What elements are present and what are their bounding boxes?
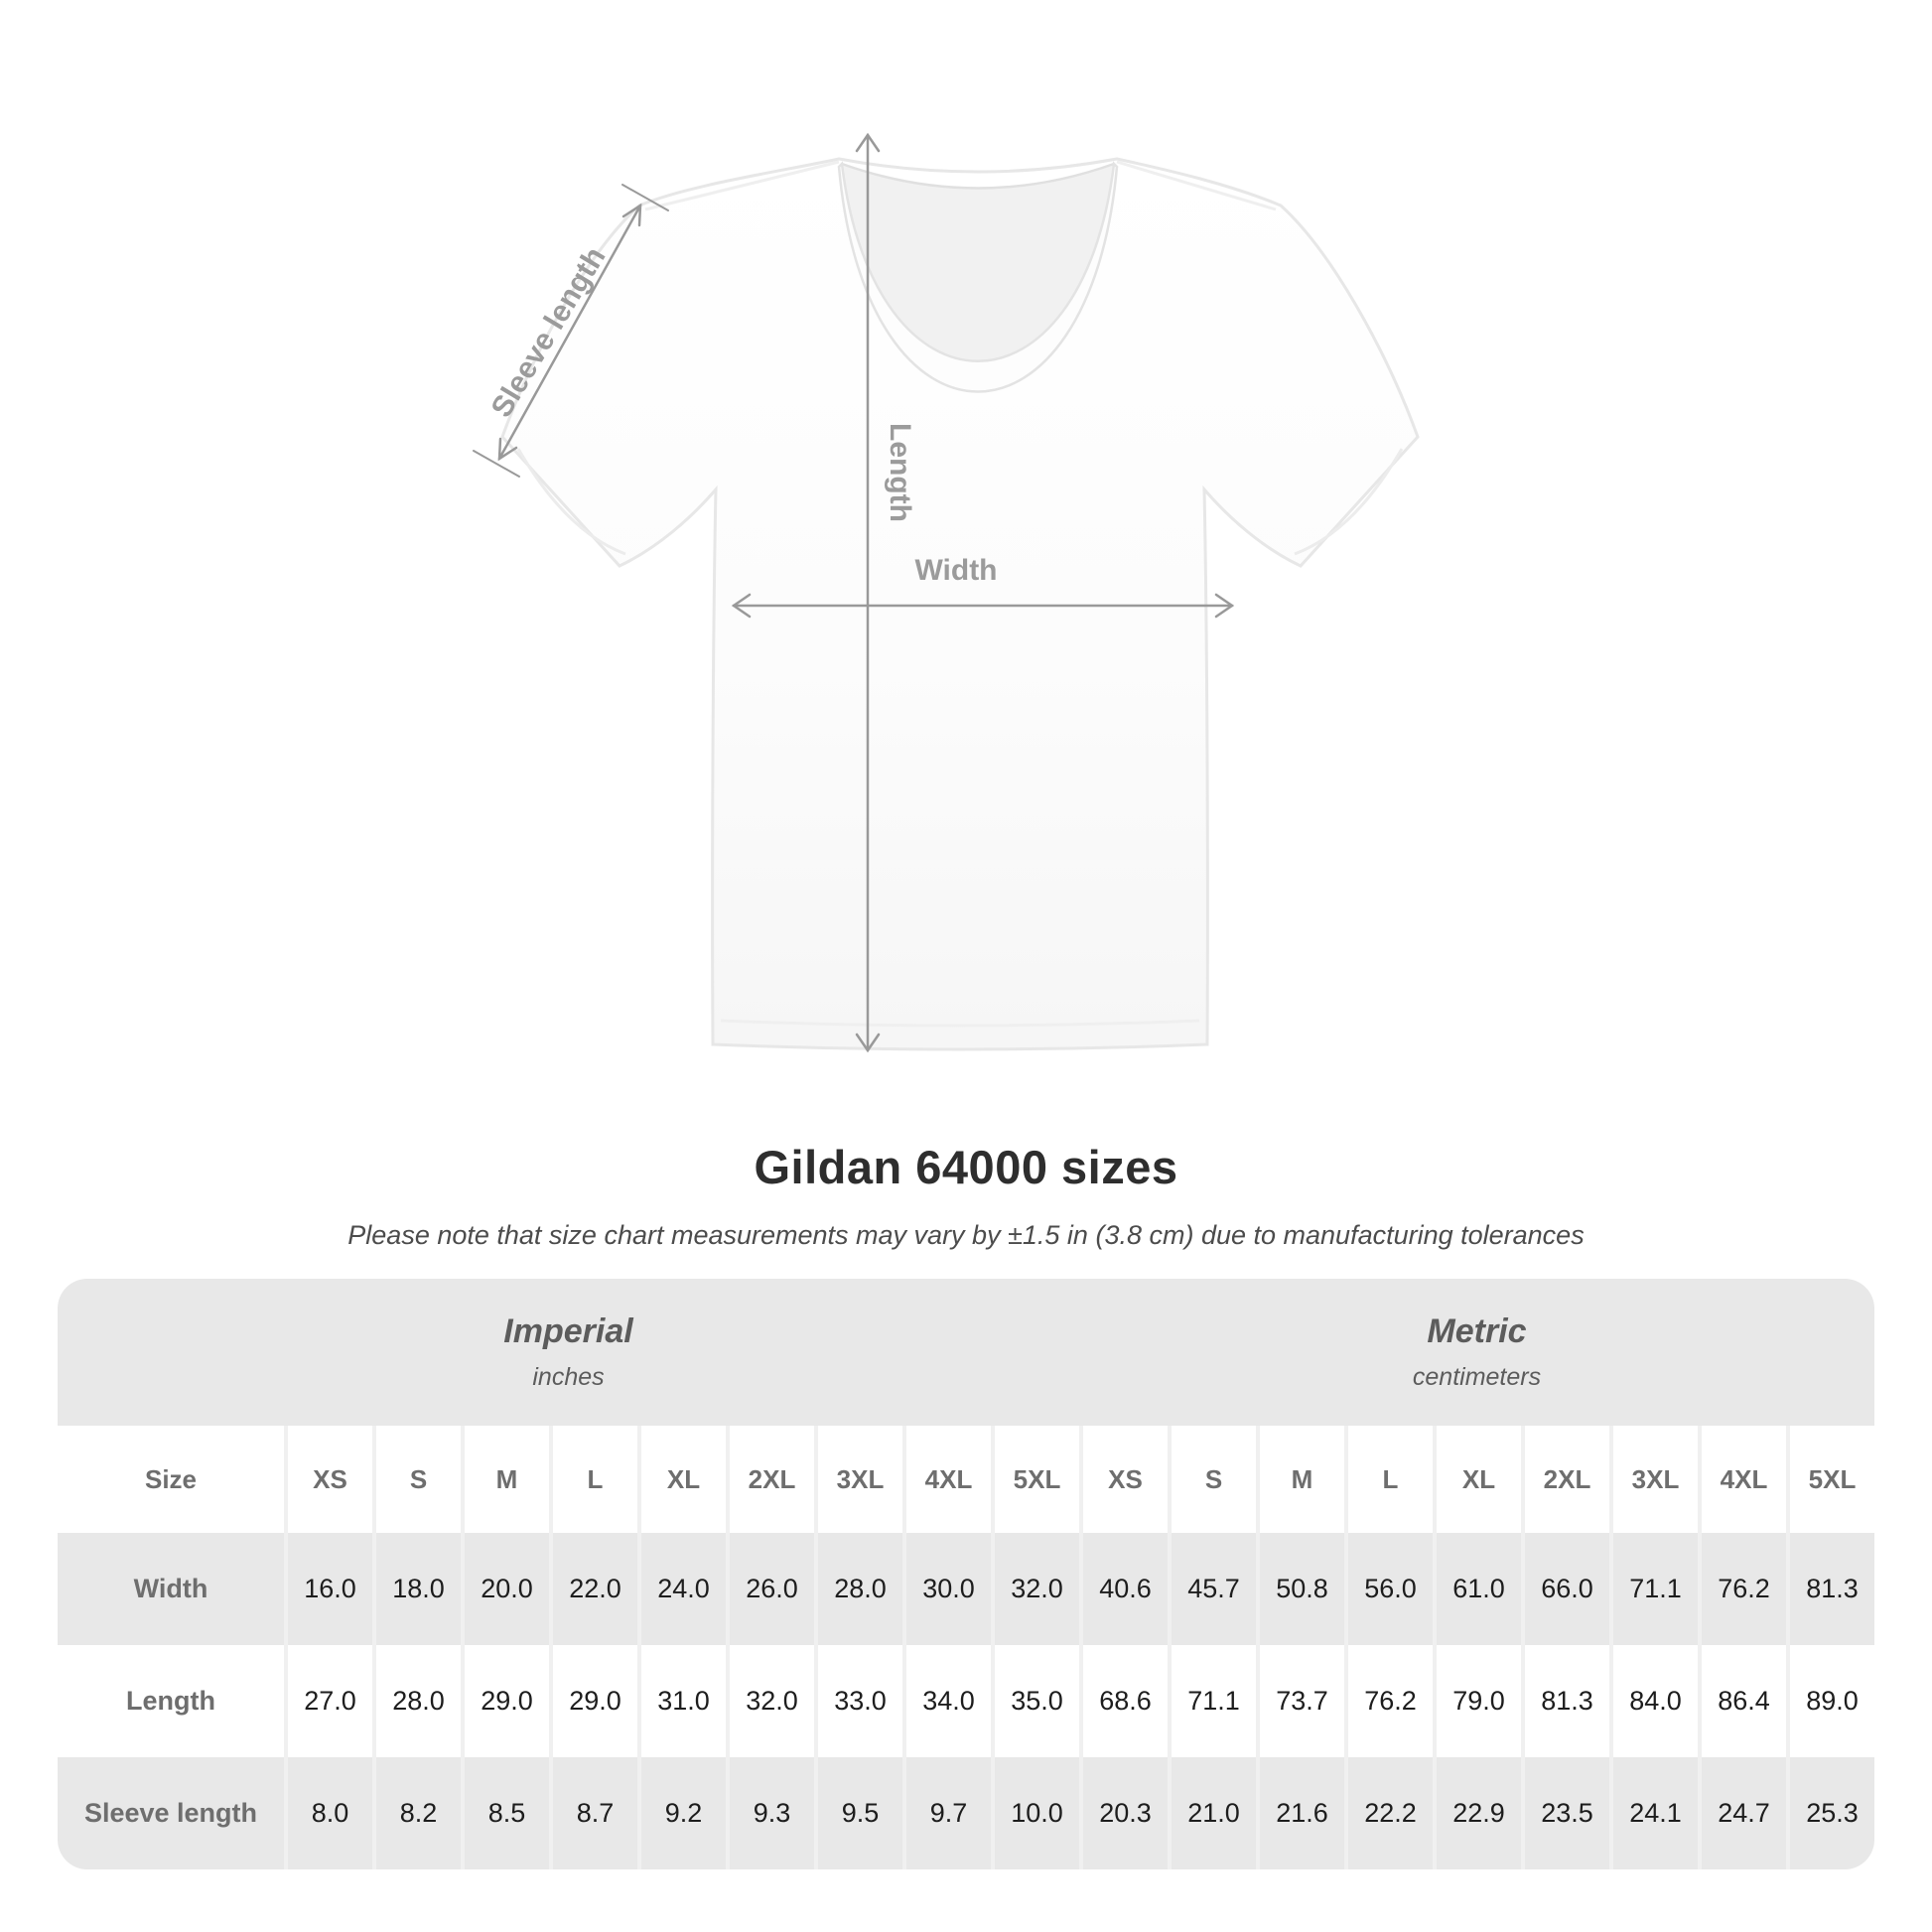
length-imperial-5xl: 35.0 (991, 1645, 1079, 1757)
size-header-metric-m: M (1256, 1426, 1344, 1533)
title-block (0, 1140, 1932, 1251)
size-header-metric-4xl: 4XL (1698, 1426, 1786, 1533)
sleeve-imperial-3xl: 9.5 (814, 1757, 902, 1869)
sleeve-imperial-xs: 8.0 (284, 1757, 372, 1869)
size-header-imperial-5xl: 5XL (991, 1426, 1079, 1533)
width-metric-5xl: 81.3 (1786, 1533, 1874, 1645)
sleeve-imperial-l: 8.7 (549, 1757, 637, 1869)
width-imperial-2xl: 26.0 (726, 1533, 814, 1645)
sleeve-metric-m: 21.6 (1256, 1757, 1344, 1869)
width-metric-2xl: 66.0 (1521, 1533, 1609, 1645)
length-metric-2xl: 81.3 (1521, 1645, 1609, 1757)
size-header-metric-5xl: 5XL (1786, 1426, 1874, 1533)
size-header-metric-xl: XL (1433, 1426, 1521, 1533)
size-header-metric-3xl: 3XL (1609, 1426, 1698, 1533)
row-label-length: Length (58, 1645, 284, 1757)
size-header-metric-l: L (1344, 1426, 1433, 1533)
sleeve-metric-4xl: 24.7 (1698, 1757, 1786, 1869)
width-metric-xl: 61.0 (1433, 1533, 1521, 1645)
width-imperial-4xl: 30.0 (902, 1533, 991, 1645)
length-imperial-2xl: 32.0 (726, 1645, 814, 1757)
size-header-metric-2xl: 2XL (1521, 1426, 1609, 1533)
metric-unit-label: centimeters (1412, 1363, 1542, 1391)
length-metric-s: 71.1 (1168, 1645, 1256, 1757)
tolerance-note: Please note that size chart measurements may vary by ±1.5 in (3.8 cm) due to manufacturing tolerances (347, 1220, 1585, 1250)
imperial-label: Imperial (503, 1312, 633, 1350)
width-dimension-label: Width (914, 554, 998, 587)
sleeve-metric-5xl: 25.3 (1786, 1757, 1874, 1869)
sleeve-imperial-xl: 9.2 (637, 1757, 726, 1869)
width-imperial-3xl: 28.0 (814, 1533, 902, 1645)
width-metric-4xl: 76.2 (1698, 1533, 1786, 1645)
length-imperial-l: 29.0 (549, 1645, 637, 1757)
length-imperial-4xl: 34.0 (902, 1645, 991, 1757)
size-header-metric-s: S (1168, 1426, 1256, 1533)
sleeve-metric-s: 21.0 (1168, 1757, 1256, 1869)
sleeve-length-dimension-label: Sleeve length (484, 241, 613, 424)
size-header-metric-xs: XS (1079, 1426, 1168, 1533)
length-metric-m: 73.7 (1256, 1645, 1344, 1757)
width-metric-s: 45.7 (1168, 1533, 1256, 1645)
size-header-imperial-xl: XL (637, 1426, 726, 1533)
sleeve-metric-l: 22.2 (1344, 1757, 1433, 1869)
length-metric-l: 76.2 (1344, 1645, 1433, 1757)
size-header-imperial-s: S (372, 1426, 461, 1533)
size-grid (58, 1426, 1874, 1869)
imperial-unit-label: inches (532, 1363, 605, 1391)
width-imperial-s: 18.0 (372, 1533, 461, 1645)
width-imperial-5xl: 32.0 (991, 1533, 1079, 1645)
row-label-width: Width (58, 1533, 284, 1645)
size-header-imperial-4xl: 4XL (902, 1426, 991, 1533)
width-imperial-m: 20.0 (461, 1533, 549, 1645)
sleeve-imperial-m: 8.5 (461, 1757, 549, 1869)
sleeve-metric-xl: 22.9 (1433, 1757, 1521, 1869)
width-imperial-xs: 16.0 (284, 1533, 372, 1645)
length-metric-4xl: 86.4 (1698, 1645, 1786, 1757)
sleeve-imperial-5xl: 10.0 (991, 1757, 1079, 1869)
length-metric-xl: 79.0 (1433, 1645, 1521, 1757)
length-dimension-label: Length (884, 423, 916, 522)
unit-header-band (58, 1279, 1874, 1426)
length-imperial-3xl: 33.0 (814, 1645, 902, 1757)
width-metric-3xl: 71.1 (1609, 1533, 1698, 1645)
size-header-imperial-l: L (549, 1426, 637, 1533)
width-metric-l: 56.0 (1344, 1533, 1433, 1645)
metric-label: Metric (1427, 1312, 1527, 1350)
length-metric-xs: 68.6 (1079, 1645, 1168, 1757)
sleeve-metric-3xl: 24.1 (1609, 1757, 1698, 1869)
sleeve-metric-xs: 20.3 (1079, 1757, 1168, 1869)
length-imperial-xs: 27.0 (284, 1645, 372, 1757)
length-metric-3xl: 84.0 (1609, 1645, 1698, 1757)
width-imperial-l: 22.0 (549, 1533, 637, 1645)
length-metric-5xl: 89.0 (1786, 1645, 1874, 1757)
row-label-sleeve-length: Sleeve length (58, 1757, 284, 1869)
length-imperial-m: 29.0 (461, 1645, 549, 1757)
sleeve-imperial-4xl: 9.7 (902, 1757, 991, 1869)
sleeve-imperial-2xl: 9.3 (726, 1757, 814, 1869)
sleeve-metric-2xl: 23.5 (1521, 1757, 1609, 1869)
length-imperial-s: 28.0 (372, 1645, 461, 1757)
tshirt-illustration (502, 159, 1418, 1049)
length-imperial-xl: 31.0 (637, 1645, 726, 1757)
size-header-imperial-3xl: 3XL (814, 1426, 902, 1533)
sleeve-imperial-s: 8.2 (372, 1757, 461, 1869)
width-metric-xs: 40.6 (1079, 1533, 1168, 1645)
width-imperial-xl: 24.0 (637, 1533, 726, 1645)
page-title: Gildan 64000 sizes (754, 1141, 1178, 1193)
size-header-imperial-2xl: 2XL (726, 1426, 814, 1533)
size-header-imperial-xs: XS (284, 1426, 372, 1533)
imperial-group-header (58, 1279, 1079, 1426)
size-column-header: Size (58, 1426, 284, 1533)
size-chart-table (58, 1279, 1874, 1869)
width-metric-m: 50.8 (1256, 1533, 1344, 1645)
metric-group-header (1079, 1279, 1874, 1426)
size-header-imperial-m: M (461, 1426, 549, 1533)
